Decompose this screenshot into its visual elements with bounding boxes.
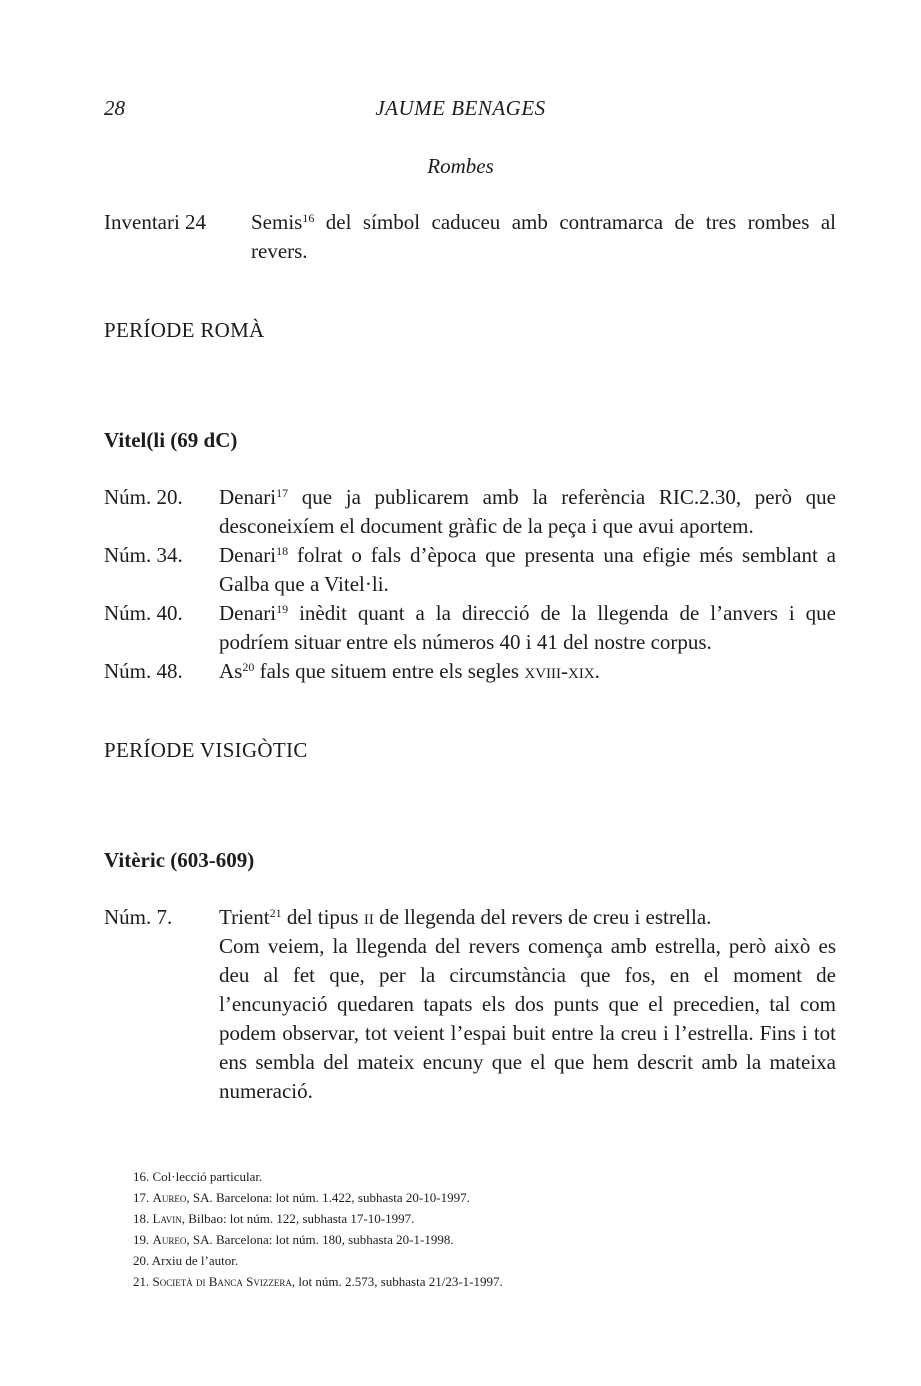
entry-label: Núm. 34. [104,543,183,567]
footnote-ref-17: 17 [276,486,289,500]
entry-paragraph: Com veiem, la llegenda del revers comença amb estrella, però això es deu al fet que, per la circumstància que fos, en el moment de l’encunyació quedaren tapats els dos punts que el precedien, tal com podem observar, tot veient l’espai buit entre la creu i l’estrella. Fins i tot ens sembla del mateix encuny que el que hem descrit amb la mateixa numeració. [219,934,836,1103]
inventory-desc: del símbol caduceu amb contramarca de tres rombes al revers. [251,210,836,263]
footnote-text: Barcelona: lot núm. 180, subhasta 20-1-1998. [212,1232,454,1247]
footnote-ref-18: 18 [276,544,289,558]
footnote [133,1271,503,1292]
footnote-text: Col·lecció particular. [152,1169,263,1184]
entry-text [219,657,836,686]
footnote-ref-21: 21 [269,906,282,920]
footnote-ref-19: 19 [276,602,289,616]
footnote [133,1166,503,1187]
century-range: xviii-xix [524,659,595,683]
footnote-source: Società di Banca Svizzera, [152,1274,296,1289]
footnote-text: lot núm. 2.573, subhasta 21/23-1-1997. [295,1274,503,1289]
entry-label: Núm. 20. [104,485,183,509]
footnote-source: Lavin, [152,1211,186,1226]
footnote [133,1250,503,1271]
footnote-text: Arxiu de l’autor. [151,1253,239,1268]
running-header-author: JAUME BENAGES [375,96,546,120]
subheading-viteric: Vitèric (603-609) [104,848,255,872]
entry-text [219,483,836,541]
inventory-lead: Semis [251,210,303,234]
entry-desc-end: de llegenda del revers de creu i estrella. [373,905,712,929]
footnote-number: 20. [133,1253,150,1268]
entry-label: Núm. 7. [104,905,173,929]
footnote-ref-16: 16 [302,211,315,225]
footnote-number: 19. [133,1232,150,1247]
footnote-number: 21. [133,1274,150,1289]
entry-lead: Trient [219,905,270,929]
entry-desc: fals que situem entre els segles [254,659,525,683]
footnote-number: 16. [133,1169,150,1184]
entry-tail: . [594,659,600,683]
footnote [133,1187,503,1208]
footnote-text: Bilbao: lot núm. 122, subhasta 17-10-1997. [185,1211,415,1226]
entry-lead: As [219,659,243,683]
entry-lead: Denari [219,601,277,625]
entry-label: Núm. 40. [104,601,183,625]
section-heading-visigothic: PERÍODE VISIGÒTIC [104,738,308,762]
entry-desc: que ja publicarem amb la referència RIC.2.30, però que desconeixíem el document gràfic de la peça i que avui aportem. [219,485,836,538]
entry-label: Núm. 48. [104,659,183,683]
subheading-vitelli: Vitel(li (69 dC) [104,428,238,452]
entry-lead: Denari [219,485,277,509]
entry-desc: folrat o fals d’època que presenta una efigie més semblant a Galba que a Vitel·li. [219,543,836,596]
entry-desc: inèdit quant a la direcció de la llegenda de l’anvers i que podríem situar entre els números 40 i 41 del nostre corpus. [219,601,836,654]
footnote-source: Aureo, SA. [152,1232,213,1247]
footnote-source: Aureo, SA. [152,1190,213,1205]
page-number: 28 [104,96,125,120]
type-numeral: ii [363,905,374,929]
entry-text [219,541,836,599]
entry-first-line [219,903,836,932]
footnote-ref-20: 20 [242,660,255,674]
footnote-text: Barcelona: lot núm. 1.422, subhasta 20-10-1997. [212,1190,470,1205]
inventory-label: Inventari 24 [104,210,207,234]
entry-text [219,599,836,657]
footnote [133,1208,503,1229]
footnote-number: 17. [133,1190,150,1205]
inventory-text [251,208,836,266]
entry-text [219,903,836,1106]
footnotes [133,1166,503,1292]
entry-lead: Denari [219,543,277,567]
entry-desc: del tipus [281,905,364,929]
section-subtitle: Rombes [427,154,494,178]
section-heading-roman: PERÍODE ROMÀ [104,318,265,342]
footnote-number: 18. [133,1211,150,1226]
footnote [133,1229,503,1250]
